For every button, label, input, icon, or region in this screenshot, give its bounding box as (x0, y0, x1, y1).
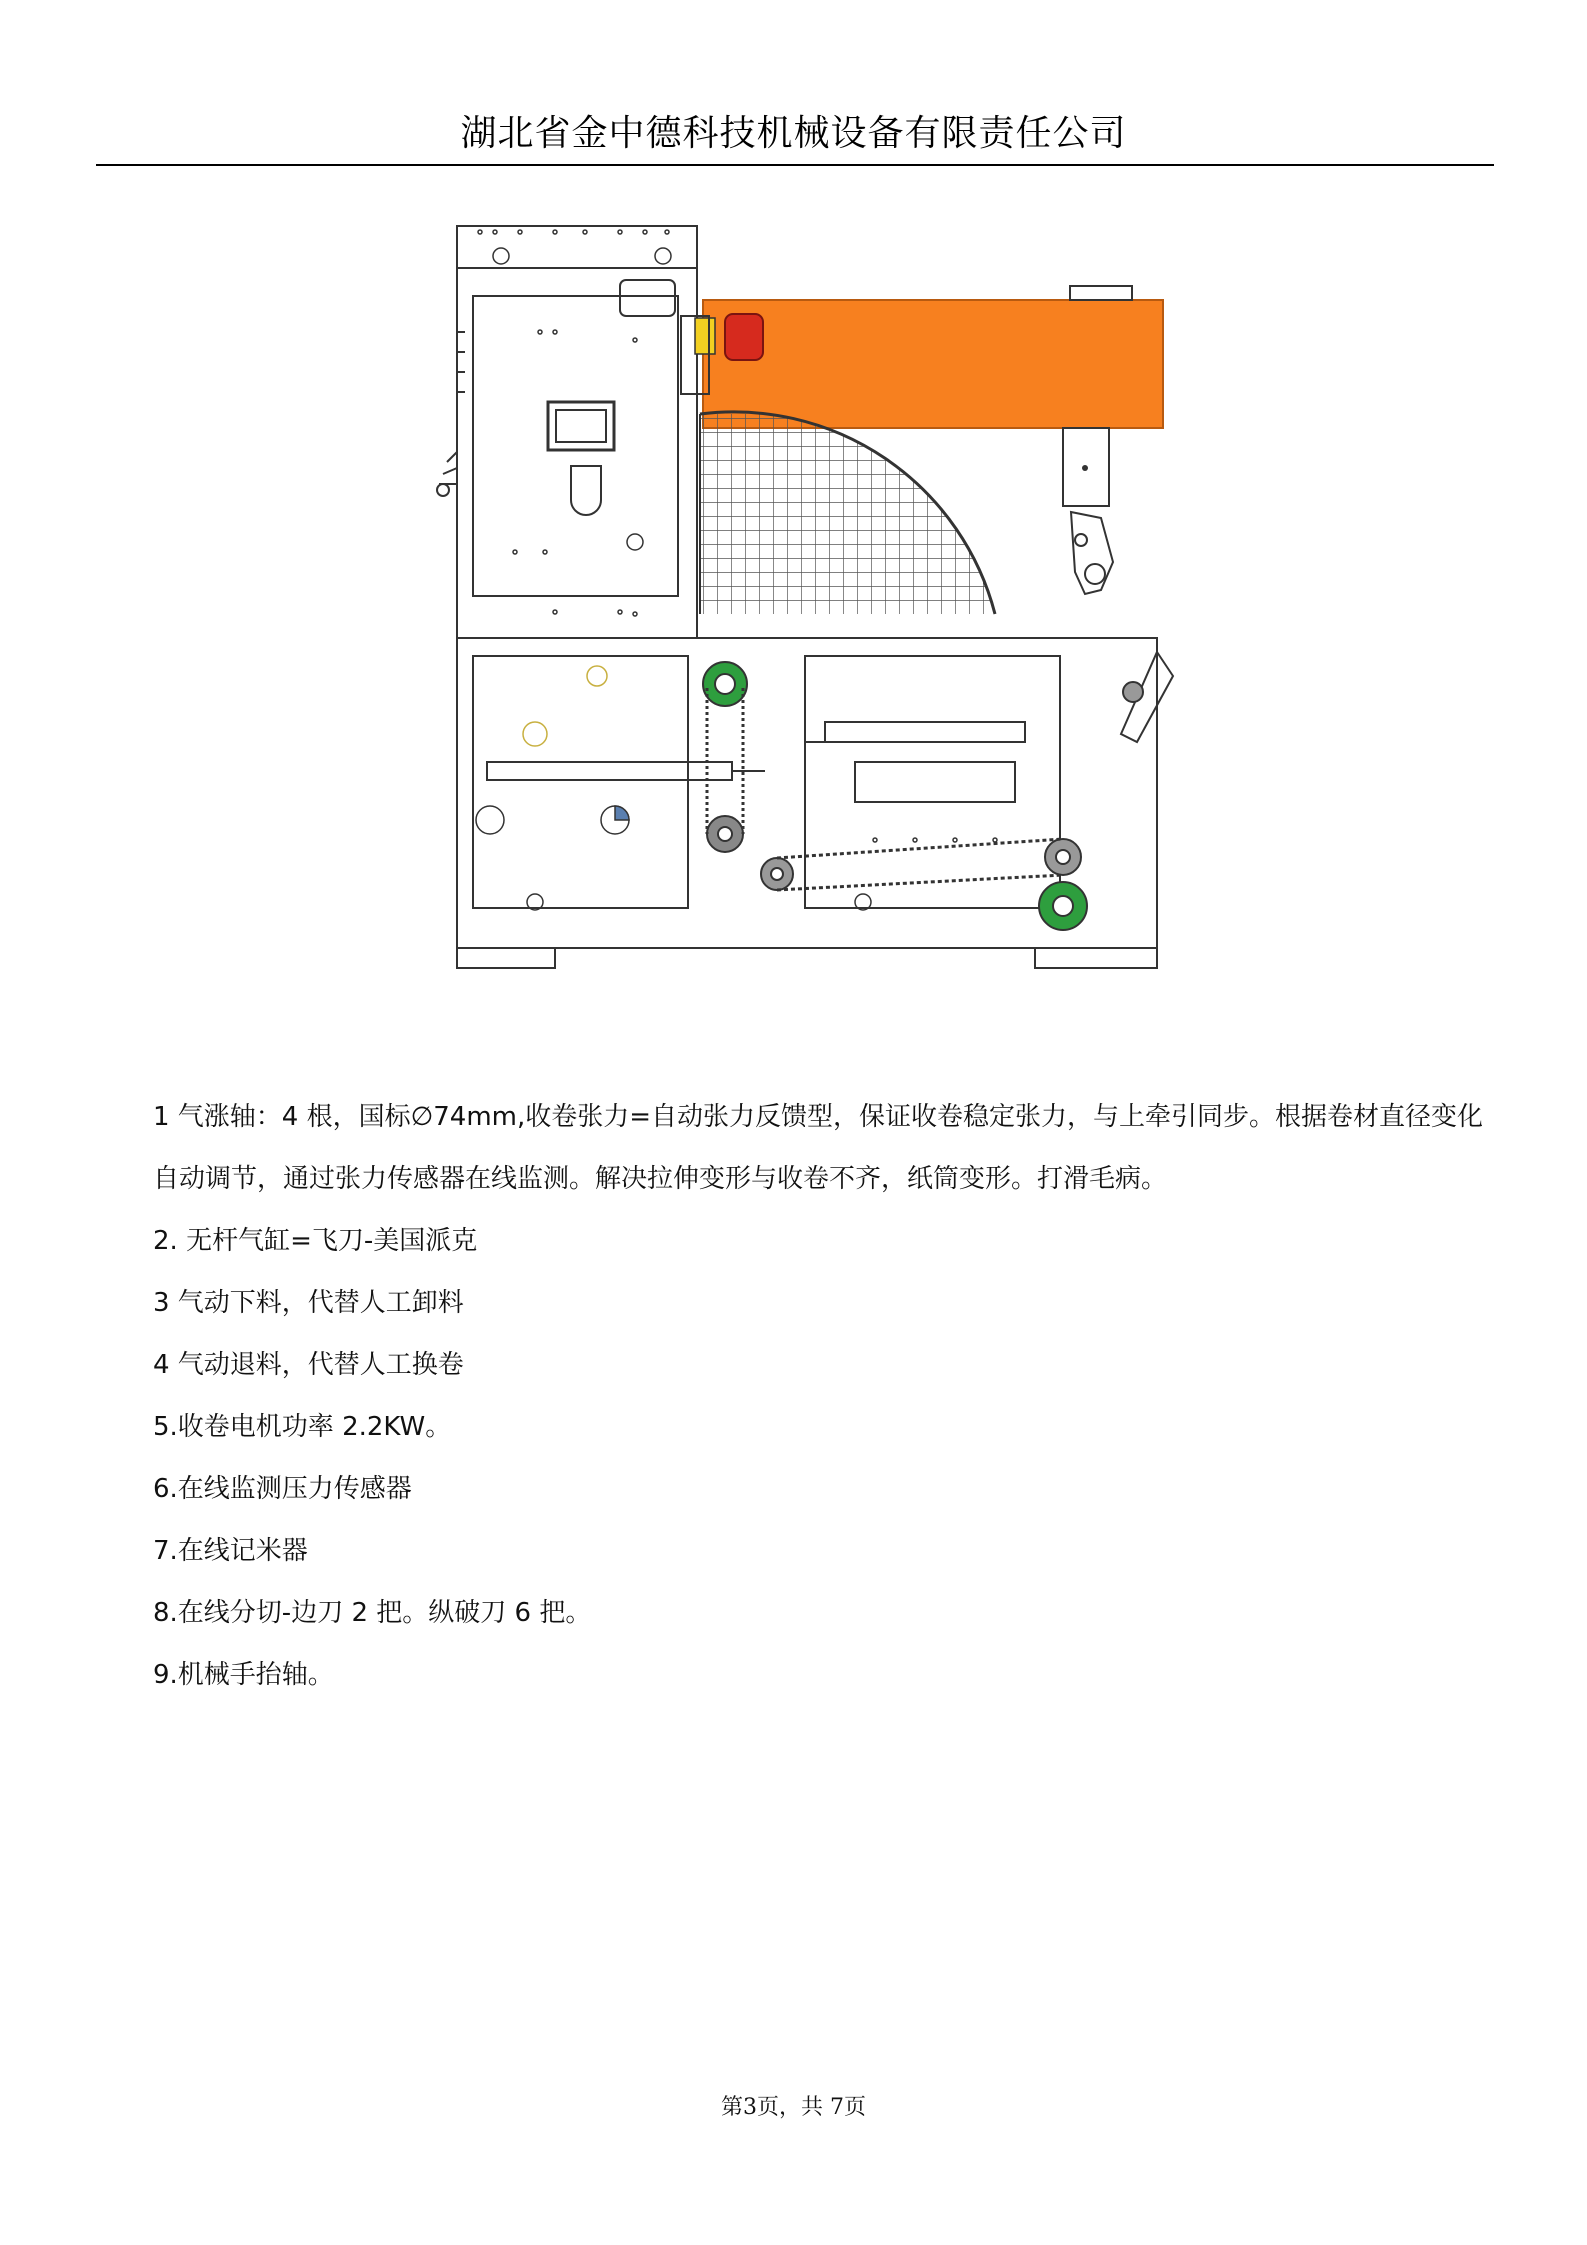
feature-item: 4 气动退料，代替人工换卷 (153, 1350, 464, 1380)
cylinder (487, 762, 765, 780)
feature-item: 7.在线记米器 (153, 1536, 308, 1566)
feature-item: 5.收卷电机功率 2.2KW。 (153, 1412, 452, 1442)
machine-drawing (395, 222, 1175, 972)
grid-wheel (700, 412, 1000, 619)
feature-item: 6.在线监测压力传感器 (153, 1474, 412, 1504)
cabinet-holes (478, 230, 671, 616)
feature-list (153, 1086, 1498, 1706)
side-handles (437, 332, 465, 496)
rollers (703, 662, 1143, 930)
feature-item: 2. 无杆气缸=飞刀-美国派克 (153, 1226, 478, 1256)
header-divider (96, 164, 1494, 166)
upper-cabinet (457, 226, 697, 638)
gripper (1071, 512, 1113, 594)
feature-item: 9.机械手抬轴。 (153, 1660, 334, 1690)
company-title: 湖北省金中德科技机械设备有限责任公司 (460, 113, 1127, 154)
feature-item: 3 气动下料，代替人工卸料 (153, 1288, 464, 1318)
feature-item: 1 气涨轴：4 根，国标∅74mm,收卷张力=自动张力反馈型，保证收卷稳定张力，与上牵引同步。根据卷材直径变化自动调节，通过张力传感器在线监测。解决拉伸变形与收卷不齐，纸筒变形。打滑毛病。 (153, 1102, 1484, 1194)
belt (777, 839, 1063, 890)
feature-item: 8.在线分切-边刀 2 把。纵破刀 6 把。 (153, 1598, 592, 1628)
page-number: 第3页，共 7页 (721, 2095, 866, 2120)
